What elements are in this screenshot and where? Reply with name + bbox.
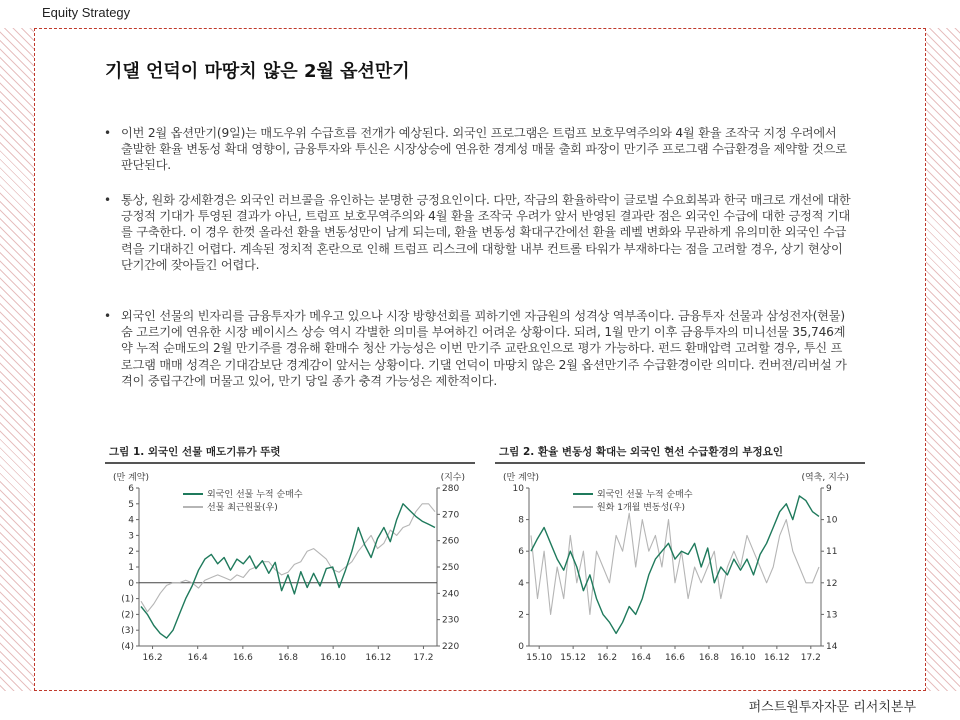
x-tick-label: 15.12: [560, 653, 587, 663]
x-tick-label: 16.2: [142, 653, 163, 663]
footer-bar: [0, 691, 960, 720]
x-tick-label: 16.10: [730, 653, 756, 663]
right-axis-title: (역축, 지수): [801, 473, 849, 483]
bullet-text: 이번 2월 옵션만기(9일)는 매도우위 수급흐름 전개가 예상된다. 외국인 프로그램은 트럼프 보호무역주의와 4월 환율 조작국 지정 우려에서 출발한 환율 변동성 확대 영향이, 금융투자와 투신은 시장상승에 연유한 경계성 매물 출회 파장이 만기주 프로그램 수급환경을 제약할 것으로 판단된다.: [121, 126, 847, 173]
legend-label: 선물 최근원물(우): [207, 503, 278, 513]
x-tick-label: 16.8: [277, 653, 299, 663]
x-tick-label: 16.8: [698, 653, 719, 663]
left-axis-title: (만 계약): [503, 473, 539, 483]
x-tick-label: 16.4: [187, 653, 208, 663]
left-tick-label: (2): [121, 610, 134, 621]
x-tick-label: 16.12: [365, 653, 392, 663]
right-tick-label: 220: [442, 642, 460, 652]
figure-title: 그림 1. 외국인 선물 매도기류가 뚜렷: [109, 446, 281, 458]
right-tick-label: 14: [826, 642, 838, 652]
x-tick-label: 16.2: [597, 653, 618, 663]
bullet-icon: •: [104, 309, 111, 323]
left-tick-label: (1): [121, 594, 134, 605]
right-axis-title: (지수): [440, 473, 465, 483]
left-tick-label: 6: [128, 484, 134, 494]
left-tick-label: 5: [128, 499, 134, 510]
legend-label: 외국인 선물 누적 순매수: [207, 490, 303, 500]
right-tick-label: 240: [442, 589, 460, 600]
left-tick-label: 8: [518, 515, 524, 526]
footer-label: 퍼스트원투자자문 리서치본부: [748, 700, 916, 715]
right-tick-label: 270: [442, 510, 460, 521]
bullet-text: 외국인 선물의 빈자리를 금융투자가 메우고 있으나 시장 방향선회를 꾀하기엔 자금원의 성격상 역부족이다. 금융투자 선물과 삼성전자(현물) 숨 고르기에 연유한 시장 베이시스 상승 역시 각별한 의미를 부여하긴 어려운 상황이다. 되려, 1월 만기 이후 금융투자의 미니선물 35,746계약 누적 순매도의 2월 만기주를 경유해 환매수 청산 가능성은 이번 만기주 교란요인으로 평가 가능하다. 펀드 환매압력 고려할 경우, 투신 프로그램 매매 성격은 기대감보단 경계감이 앞서는 상황이다. 기댈 언덕이 마땅치 않은 2월 옵션만기주 수급환경이란 의미다. 컨버젼/리버설 가격이 중립구간에 머물고 있어, 만기 당일 종가 충격 가능성은 제한적이다.: [121, 309, 847, 388]
left-tick-label: 3: [128, 531, 134, 542]
left-tick-label: (3): [121, 626, 134, 637]
figure-2: [495, 438, 865, 670]
bullet-paragraph: [104, 192, 851, 273]
left-tick-label: 2: [518, 610, 524, 621]
series-line-1: [141, 504, 435, 638]
left-tick-label: 6: [518, 547, 524, 558]
left-tick-label: (4): [121, 642, 134, 652]
series-line-2: [141, 504, 435, 612]
x-tick-label: 16.12: [763, 653, 790, 663]
x-tick-label: 17.2: [800, 653, 821, 663]
left-tick-label: 2: [128, 547, 134, 558]
header-bar: [0, 0, 960, 28]
right-tick-label: 230: [442, 615, 460, 626]
figure-title-rule: [105, 462, 475, 464]
figure-title: 그림 2. 환율 변동성 확대는 외국인 현선 수급환경의 부정요인: [499, 446, 783, 458]
left-tick-label: 0: [518, 642, 524, 652]
bullet-icon: •: [104, 126, 111, 140]
left-tick-label: 1: [128, 563, 134, 573]
left-tick-label: 4: [128, 515, 134, 526]
x-tick-label: 16.10: [320, 653, 347, 663]
series-line-2: [531, 513, 819, 614]
right-tick-label: 13: [826, 610, 838, 621]
bullet-paragraph: [104, 308, 851, 389]
right-tick-label: 10: [826, 515, 838, 526]
page-title: 기댈 언덕이 마땅치 않은 2월 옵션만기: [105, 61, 410, 82]
right-tick-label: 250: [442, 563, 460, 573]
chart-2: [495, 466, 865, 670]
x-tick-label: 16.6: [664, 653, 686, 663]
right-tick-label: 9: [826, 484, 832, 494]
chart-1: [105, 466, 475, 670]
section-label: Equity Strategy: [42, 5, 131, 20]
x-tick-label: 17.2: [413, 653, 434, 663]
legend-label: 원화 1개월 변동성(우): [597, 503, 686, 513]
bullet-text: 통상, 원화 강세환경은 외국인 러브콜을 유인하는 분명한 긍정요인이다. 다만, 작금의 환율하락이 글로벌 수요회복과 한국 매크로 개선에 대한 긍정적 기대가 투영된 결과가 아닌, 트럼프 보호무역주의와 4월 환율 조작국 우려가 앞서 반영된 결과란 점은 외국인 수급에 대한 긍정적 기대를 구축한다. 이 경우 한껏 올라선 환율 변동성만이 남게 되는데, 환율 변동성 확대구간에선 환율 레벨 변화와 무관하게 유의미한 외국인 수급력을 기대하긴 어렵다. 계속된 정치적 혼란으로 인해 트럼프 리스크에 대항할 내부 컨트롤 타워가 부재하다는 점을 고려할 경우, 상기 현상이 단기간에 잦아들긴 어렵다.: [121, 193, 851, 272]
figure-title-rule: [495, 462, 865, 464]
bullet-paragraph: [104, 125, 851, 174]
left-tick-label: 0: [128, 578, 134, 589]
x-tick-label: 15.10: [526, 653, 553, 663]
report-page: [34, 28, 926, 691]
left-tick-label: 4: [518, 578, 524, 589]
right-tick-label: 260: [442, 536, 460, 547]
left-axis-title: (만 계약): [113, 473, 149, 483]
right-tick-label: 11: [826, 547, 838, 558]
right-tick-label: 280: [442, 484, 460, 494]
right-tick-label: 12: [826, 578, 838, 589]
x-tick-label: 16.4: [631, 653, 652, 663]
x-tick-label: 16.6: [232, 653, 253, 663]
bullet-icon: •: [104, 193, 111, 207]
left-tick-label: 10: [512, 484, 524, 494]
figure-1: [105, 438, 475, 670]
legend-label: 외국인 선물 누적 순매수: [597, 490, 693, 500]
